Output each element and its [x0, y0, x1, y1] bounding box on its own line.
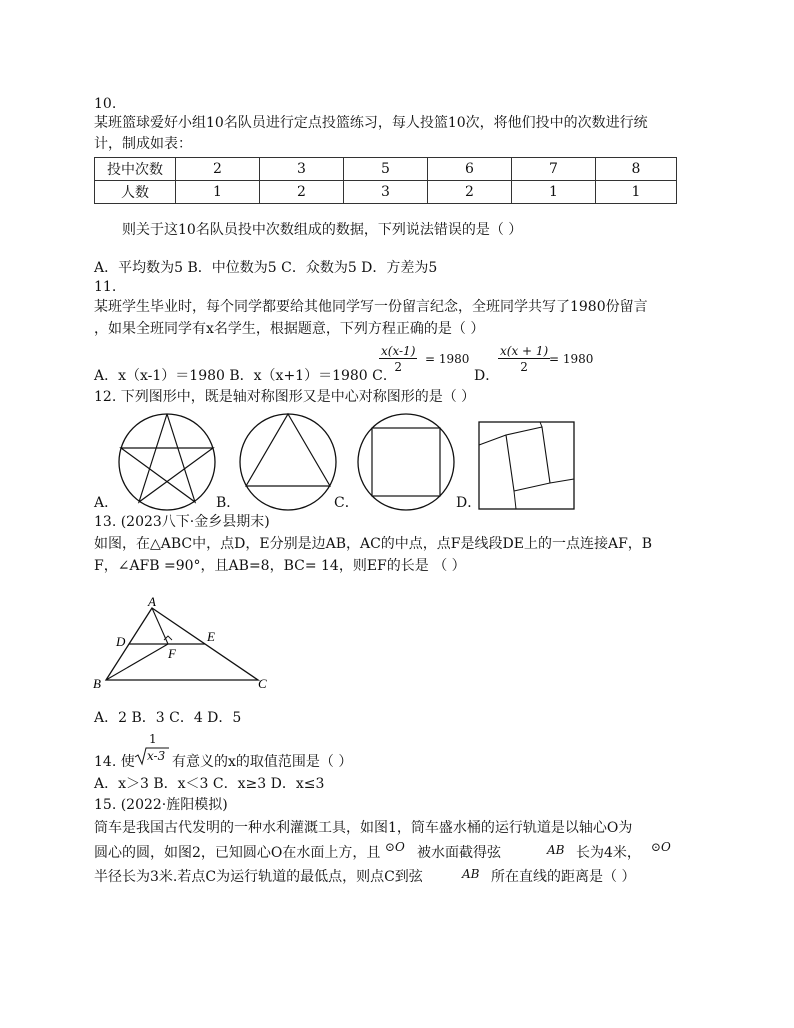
q15-number: 15. (2022·旌阳模拟) [94, 797, 228, 813]
point-label-a: A [148, 594, 156, 609]
figure-square-in-circle [354, 412, 458, 512]
table-cell: 3 [260, 158, 344, 181]
q14-options: A．x＞3 B．x＜3 C．x≥3 D．x≤3 [94, 776, 325, 792]
q15-stem-line3b: 所在直线的距离是（ ） [491, 869, 636, 885]
q15-chord-ab: AB [547, 843, 565, 857]
q15-stem-line2a: 圆心的圆，如图2，已知圆心O在水面上方，且 [94, 845, 381, 861]
q15-circle-o: ⊙O [385, 840, 405, 854]
q12-label-c: C． [334, 495, 359, 511]
q13-stem-line2: F，∠AFB =90°，且AB=8，BC= 14，则EF的长是 （ ） [94, 558, 466, 574]
q11-number: 11. [94, 279, 117, 295]
fraction-denominator: 2 [520, 360, 528, 374]
q14-stem-prefix: 14. 使 [94, 754, 135, 770]
q15-stem-line1: 筒车是我国古代发明的一种水利灌溉工具，如图1，筒车盛水桶的运行轨道是以轴心O为 [94, 820, 633, 836]
table-cell: 6 [428, 158, 512, 181]
q10-options: A．平均数为5 B．中位数为5 C．众数为5 D．方差为5 [94, 260, 438, 276]
q11-option-c-rhs: = 1980 [425, 352, 470, 366]
table-cell: 3 [344, 181, 428, 204]
table-header-hits: 投中次数 [95, 158, 176, 181]
q11-option-d-label: D． [474, 368, 500, 384]
q12-stem: 12. 下列图形中，既是轴对称图形又是中心对称图形的是（ ） [94, 389, 476, 405]
q11-stem-line1: 某班学生毕业时，每个同学都要给其他同学写一份留言纪念，全班同学共写了1980份留言 [94, 299, 648, 315]
point-label-f: F [168, 646, 176, 661]
table-cell: 7 [512, 158, 596, 181]
point-label-e: E [207, 629, 215, 644]
q13-stem-line1: 如图，在△ABC中，点D，E分别是边AB，AC的中点，点F是线段DE上的一点连接AF，B [94, 536, 653, 552]
q15-chord-ab-2: AB [462, 867, 480, 881]
q15-stem-line3a: 半径长为3米.若点C为运行轨道的最低点，则点C到弦 [94, 869, 423, 885]
table-cell: 1 [176, 181, 260, 204]
figure-triangle-in-circle [236, 412, 340, 512]
table-header-count: 人数 [95, 181, 176, 204]
q10-number: 10. [94, 96, 117, 112]
fraction-numerator: x(x + 1) [500, 344, 549, 358]
point-label-d: D [116, 634, 126, 649]
q14-fraction-numerator: 1 [149, 732, 157, 746]
q15-stem-line2b: 被水面截得弦 [417, 845, 501, 861]
q10-stem-line1: 某班篮球爱好小组10名队员进行定点投篮练习，每人投篮10次，将他们投中的次数进行统 [94, 115, 648, 131]
q12-label-b: B． [216, 495, 241, 511]
table-cell: 1 [596, 181, 677, 204]
table-row [95, 158, 677, 181]
q11-option-d-fraction [498, 344, 550, 375]
q13-options: A．2 B．3 C．4 D．5 [94, 710, 242, 726]
q10-stats-table [94, 157, 677, 204]
table-cell: 8 [596, 158, 677, 181]
q10-question: 则关于这10名队员投中次数组成的数据，下列说法错误的是（ ） [122, 222, 523, 238]
q12-label-a: A． [94, 495, 119, 511]
table-cell: 2 [260, 181, 344, 204]
q11-options-ab: A．x（x-1）＝1980 B．x（x+1）＝1980 C． [94, 368, 397, 384]
q14-radicand: x-3 [147, 749, 166, 763]
point-label-c: C [258, 676, 267, 691]
q11-option-d-rhs: = 1980 [549, 352, 594, 366]
table-cell: 5 [344, 158, 428, 181]
q12-label-d: D． [456, 495, 482, 511]
point-label-b: B [93, 676, 101, 691]
fraction-numerator: x(x-1) [381, 344, 416, 358]
figure-pinwheel-square [478, 421, 576, 511]
q13-number: 13. (2023八下·金乡县期末) [94, 514, 270, 530]
q11-stem-line2: ，如果全班同学有x名学生，根据题意，下列方程正确的是（ ） [94, 321, 485, 337]
figure-star-in-circle [115, 412, 219, 512]
fraction-denominator: 2 [394, 360, 403, 374]
table-cell: 2 [428, 181, 512, 204]
q10-stem-line2: 计，制成如表： [94, 136, 192, 152]
table-cell: 1 [512, 181, 596, 204]
table-row [95, 181, 677, 204]
table-cell: 2 [176, 158, 260, 181]
q14-stem-suffix: 有意义的x的取值范围是（ ） [172, 754, 353, 770]
q11-option-c-fraction [379, 344, 417, 375]
figure-triangle-abc [90, 590, 280, 694]
q15-circle-o-2: ⊙O [651, 840, 671, 854]
q15-stem-line2c: 长为4米， [576, 845, 641, 861]
